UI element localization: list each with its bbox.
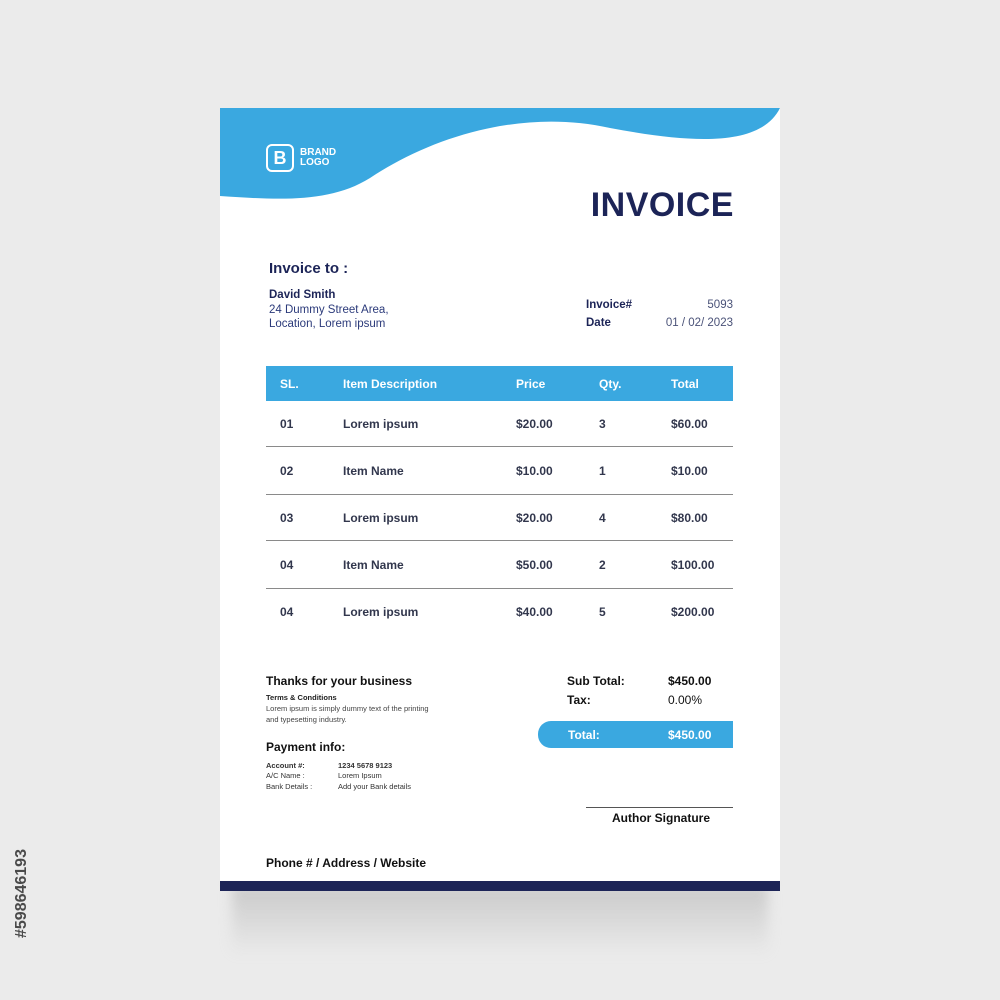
logo-text-line-1: BRAND	[300, 147, 337, 158]
table-row	[266, 495, 733, 541]
cell-sl: 04	[280, 557, 294, 572]
bank-details-value: Add your Bank details	[338, 782, 411, 791]
tax-value: 0.00%	[668, 693, 703, 707]
header-sl: SL.	[280, 376, 299, 391]
signature-label: Author Signature	[612, 811, 710, 825]
cell-price: $20.00	[516, 417, 553, 431]
header-price: Price	[516, 376, 546, 391]
tax-label: Tax:	[567, 693, 591, 707]
bank-details-label: Bank Details :	[266, 782, 313, 791]
cell-sl: 04	[280, 605, 294, 619]
cell-qty: 3	[599, 417, 606, 431]
cell-description: Item Name	[343, 463, 404, 478]
invoice-number-label: Invoice#	[586, 299, 633, 311]
account-number-label: Account #:	[266, 761, 305, 770]
cell-price: $50.00	[516, 557, 553, 572]
date-value: 01 / 02/ 2023	[665, 317, 733, 329]
terms-text-line-2: and typesetting industry.	[266, 715, 347, 724]
table-row	[266, 402, 733, 447]
subtotal-value: $450.00	[668, 674, 712, 688]
header-total: Total	[671, 376, 699, 391]
date-label: Date	[586, 317, 611, 329]
header-qty: Qty.	[599, 376, 622, 391]
cell-total: $10.00	[671, 463, 708, 478]
table-row	[266, 541, 733, 589]
cell-description: Lorem ipsum	[343, 510, 419, 525]
cell-description: Item Name	[343, 557, 404, 572]
header-description: Item Description	[343, 376, 438, 391]
cell-description: Lorem ipsum	[343, 605, 419, 619]
stock-id-text: #598646193	[13, 849, 30, 938]
logo-letter-icon: B	[266, 144, 294, 172]
cell-total: $200.00	[671, 605, 715, 619]
stock-id-watermark	[8, 760, 32, 940]
invoice-page	[220, 108, 780, 891]
client-address-line-1: 24 Dummy Street Area,	[269, 304, 389, 316]
total-value: $450.00	[668, 727, 712, 742]
invoice-number-value: 5093	[707, 299, 733, 311]
signature-line	[586, 807, 733, 808]
cell-price: $40.00	[516, 605, 553, 619]
account-name-label: A/C Name :	[266, 771, 305, 780]
terms-text-line-1: Lorem ipsum is simply dummy text of the printing	[266, 704, 429, 713]
cell-total: $100.00	[671, 557, 715, 572]
logo-text-line-2: LOGO	[300, 157, 330, 168]
client-name: David Smith	[269, 289, 336, 301]
cell-sl: 01	[280, 417, 294, 431]
total-label: Total:	[568, 727, 600, 742]
cell-qty: 4	[599, 510, 606, 525]
account-number-value: 1234 5678 9123	[338, 761, 393, 770]
account-name-value: Lorem Ipsum	[338, 771, 382, 780]
cell-description: Lorem ipsum	[343, 417, 419, 431]
cell-qty: 5	[599, 605, 606, 619]
cell-price: $10.00	[516, 463, 553, 478]
table-row	[266, 447, 733, 495]
cell-sl: 02	[280, 463, 294, 478]
cell-price: $20.00	[516, 510, 553, 525]
payment-info-title: Payment info:	[266, 740, 346, 754]
bill-to-label: Invoice to :	[269, 260, 349, 277]
cell-qty: 1	[599, 463, 606, 478]
footer-contact: Phone # / Address / Website	[266, 856, 427, 870]
client-address-line-2: Location, Lorem ipsum	[269, 318, 386, 330]
cell-total: $60.00	[671, 417, 708, 431]
thanks-note: Thanks for your business	[266, 674, 413, 688]
cell-qty: 2	[599, 557, 606, 572]
page-shadow	[232, 885, 768, 955]
invoice-title: INVOICE	[590, 186, 734, 224]
logo-text	[300, 148, 340, 168]
table-header	[266, 366, 733, 401]
brand-logo	[266, 144, 340, 172]
footer-bar	[220, 881, 780, 891]
table-row	[266, 589, 733, 635]
cell-total: $80.00	[671, 510, 708, 525]
cell-sl: 03	[280, 510, 294, 525]
total-bar	[538, 721, 733, 748]
terms-title: Terms & Conditions	[266, 693, 337, 702]
subtotal-label: Sub Total:	[567, 674, 625, 688]
